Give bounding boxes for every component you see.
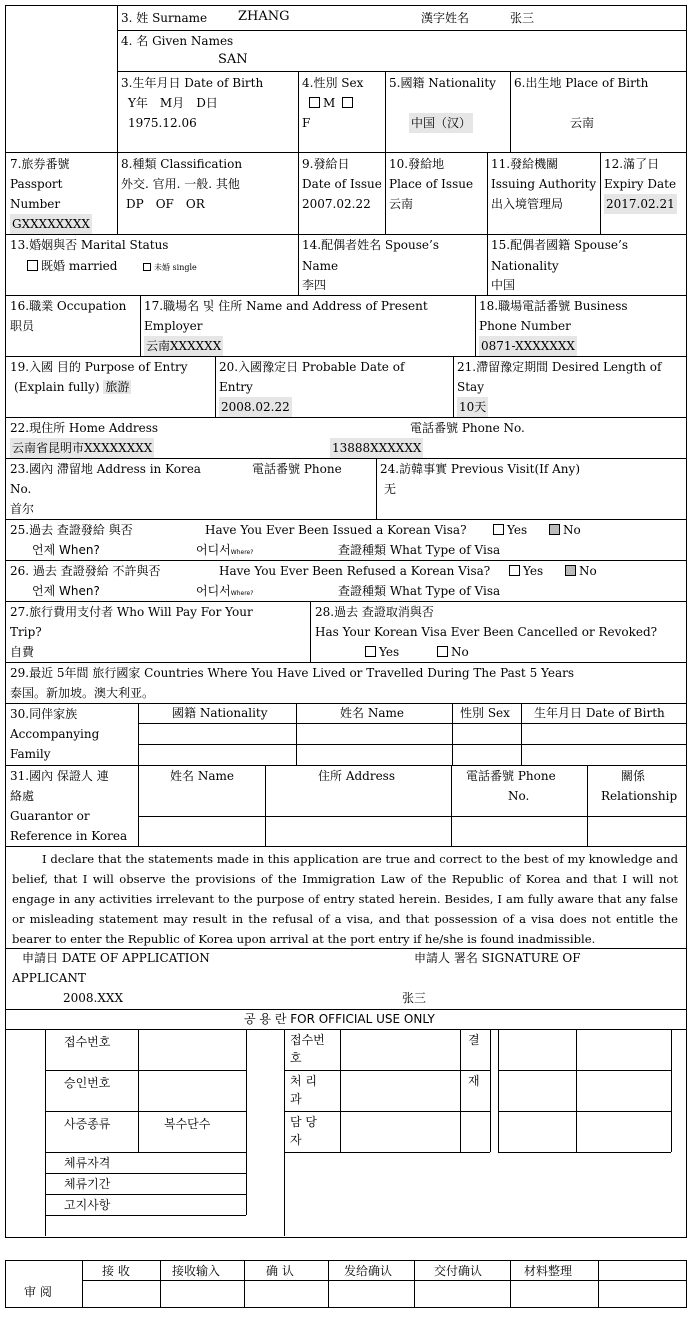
issue-date-label: 9.發給日 — [302, 157, 350, 171]
official-receipt-label-2: 호 — [290, 1051, 302, 1065]
passport-label: 7.旅券番號 — [10, 157, 70, 171]
passport-label-number: Number — [10, 197, 61, 211]
expiry-label: 12.滿了日 — [604, 157, 660, 171]
married-option[interactable]: 既婚 married — [24, 256, 117, 276]
countries-label: 29.最近 5年間 旅行國家 Countries Where You Have Lived or Travelled During The Past 5 Years — [10, 666, 575, 680]
surname-value[interactable]: ZHANG — [238, 9, 290, 24]
korea-address-label: 23.國內 滯留地 Address in Korea — [10, 462, 201, 476]
issue-place-value[interactable]: 云南 — [389, 197, 414, 211]
guarantor-label-en-2: Reference in Korea — [10, 829, 128, 843]
spouse-name-value[interactable]: 李四 — [302, 278, 327, 292]
occupation-label: 16.職業 Occupation — [10, 299, 127, 313]
payer-value[interactable]: 自費 — [10, 645, 35, 659]
dob-format: Y年 M月 D日 — [128, 96, 218, 110]
guarantor-label-en: Guarantor or — [10, 809, 90, 823]
family-col-sex: 性別 Sex — [460, 706, 510, 720]
previous-visit-label: 24.訪韓事實 Previous Visit(If Any) — [380, 462, 580, 476]
review-col-deliver: 交付确认 — [434, 1264, 483, 1278]
entry-date-label: 20.入國豫定日 Probable Date of — [219, 360, 405, 374]
visa-issued-where[interactable]: 어디서Where? — [196, 543, 254, 557]
korea-address-value[interactable]: 首尔 — [10, 502, 35, 516]
visa-refused-where[interactable]: 어디서Where? — [196, 584, 254, 598]
entry-date-value[interactable]: 2008.02.22 — [219, 397, 292, 417]
sex-options: M — [306, 93, 356, 113]
visa-issued-yes[interactable]: Yes — [490, 520, 527, 540]
visa-cancelled-question: Has Your Korean Visa Ever Been Cancelled or Revoked? — [315, 625, 658, 639]
visa-refused-label: 26. 過去 査證發給 不許與否 — [10, 564, 161, 578]
official-approval-char-2: 재 — [468, 1074, 480, 1088]
classification-label: 8.種類 Classification — [121, 157, 243, 171]
visa-issued-type[interactable]: 查證種類 What Type of Visa — [338, 543, 501, 557]
guarantor-col-phone: 電話番號 Phone — [466, 769, 556, 783]
review-col-issue: 发给确认 — [344, 1264, 393, 1278]
official-approval-char-1: 결 — [468, 1033, 480, 1047]
home-address-value[interactable]: 云南省昆明市XXXXXXXX — [10, 438, 154, 458]
issuing-authority-label-en: Issuing Authority — [491, 177, 597, 191]
guarantor-label: 31.國內 保證人 連 — [10, 769, 109, 783]
declaration-text: I declare that the statements made in this application are true and correct to the best of my knowledge and belief, that I will observe the provisions of the Immigration Law of the Republic of Korea and that I will not engage in any activities irrelevant to the purpose of entry stated herein. Besides, I am fully aware that any false or misleading statement may result in the refusal of a visa, and that possession of a visa does not entitle the bearer to enter the Republic of Korea upon arrival at the port entry if he/she is found inadmissible. — [12, 852, 678, 946]
payer-label: 27.旅行費用支付者 Who Will Pay For Your — [10, 605, 253, 619]
nationality-label: 5.國籍 Nationality — [389, 76, 496, 90]
issue-date-value[interactable]: 2007.02.22 — [302, 197, 371, 211]
review-col-confirm: 确 认 — [266, 1264, 294, 1278]
previous-visit-value[interactable]: 无 — [384, 482, 397, 496]
review-col-receive: 接 收 — [102, 1264, 130, 1278]
guarantor-col-name: 姓名 Name — [170, 769, 234, 783]
employer-value[interactable]: 云南XXXXXX — [144, 336, 223, 356]
visa-refused-question: Have You Ever Been Refused a Korean Visa? — [219, 564, 491, 578]
classification-codes: DP OF OR — [126, 197, 205, 211]
expiry-value[interactable]: 2017.02.21 — [604, 194, 677, 214]
payer-label-trip: Trip? — [10, 625, 42, 639]
business-phone-value[interactable]: 0871-XXXXXXX — [479, 336, 577, 356]
birthplace-value[interactable]: 云南 — [570, 116, 595, 130]
review-col-input: 接收输入 — [172, 1264, 221, 1278]
family-label-family: Family — [10, 747, 51, 761]
visa-issued-question: Have You Ever Been Issued a Korean Visa? — [205, 523, 467, 537]
official-receipt-label: 접수번 — [290, 1033, 325, 1047]
guarantor-col-relationship-en: Relationship — [601, 789, 678, 803]
issuing-authority-label: 11.發給機關 — [491, 157, 559, 171]
family-label: 30.同伴家族 — [10, 707, 78, 721]
review-col-materials: 材料整理 — [524, 1264, 573, 1278]
issue-place-label-en: Place of Issue — [389, 177, 474, 191]
purpose-explain: (Explain fully) 旅游 — [14, 380, 130, 394]
employer-label: 17.職場名 및 住所 Name and Address of Present — [144, 299, 428, 313]
korea-phone-label: 電話番號 Phone — [252, 462, 342, 476]
dob-value[interactable]: 1975.12.06 — [128, 116, 197, 130]
visa-cancelled-no[interactable]: No — [434, 642, 469, 662]
visa-refused-yes[interactable]: Yes — [506, 561, 543, 581]
sex-f-label: F — [302, 116, 311, 130]
applicant-label: APPLICANT — [12, 971, 86, 985]
official-period: 체류기간 — [64, 1177, 111, 1191]
single-option[interactable]: 未婚 single — [140, 258, 197, 278]
passport-label-en: Passport — [10, 177, 63, 191]
spouse-nationality-value[interactable]: 中国 — [491, 278, 516, 292]
visa-cancelled-yes[interactable]: Yes — [362, 642, 399, 662]
chinese-name-value[interactable]: 张三 — [510, 11, 535, 25]
family-label-en: Accompanying — [10, 727, 100, 741]
spouse-nationality-label-en: Nationality — [491, 259, 559, 273]
korea-phone-label-no: No. — [10, 482, 32, 496]
entry-date-label-en: Entry — [219, 380, 253, 394]
visa-issued-label: 25.過去 查證發給 與否 — [10, 523, 133, 537]
home-phone-value[interactable]: 13888XXXXXX — [330, 438, 423, 458]
dob-label: 3.生年月日 Date of Birth — [121, 76, 264, 90]
official-approval-no: 승인번호 — [64, 1076, 111, 1090]
stay-length-label-en: Stay — [457, 380, 484, 394]
classification-options[interactable]: 外交. 官用. 一般. 其他 — [121, 177, 240, 191]
family-col-nationality: 國籍 Nationality — [172, 706, 268, 720]
issuing-authority-value[interactable]: 出入境管理局 — [491, 197, 564, 211]
official-visa-type: 사증종류 — [64, 1117, 111, 1131]
application-date-label: 申請日 DATE OF APPLICATION — [22, 951, 210, 965]
expiry-label-en: Expiry Date — [604, 177, 677, 191]
official-status: 체류자격 — [64, 1156, 111, 1170]
home-address-label: 22.現住所 Home Address — [10, 421, 159, 435]
given-names-value[interactable]: SAN — [218, 52, 248, 67]
official-use-title: 공 용 란 FOR OFFICIAL USE ONLY — [244, 1012, 435, 1026]
signature-value[interactable]: 张三 — [402, 991, 427, 1005]
official-visa-type-value: 복수단수 — [164, 1117, 211, 1131]
purpose-label: 19.入國 目的 Purpose of Entry — [10, 360, 188, 374]
passport-number[interactable]: GXXXXXXXX — [10, 214, 92, 234]
application-date-value[interactable]: 2008.XXX — [63, 991, 123, 1005]
review-label: 审 阅 — [24, 1285, 52, 1299]
surname-label: 3. 姓 Surname — [121, 11, 208, 25]
official-officer-label-2: 자 — [290, 1133, 302, 1147]
guarantor-col-relationship: 關係 — [621, 769, 646, 783]
sex-label: 4.性別 Sex — [302, 76, 364, 90]
official-dept-label-2: 과 — [290, 1092, 302, 1106]
visa-issued-when[interactable]: 언제 When? — [32, 543, 100, 557]
guarantor-label-2: 絡處 — [10, 789, 35, 803]
birthplace-label: 6.出生地 Place of Birth — [514, 76, 649, 90]
business-phone-label: 18.職場電話番號 Business — [479, 299, 628, 313]
issue-place-label: 10.發給地 — [389, 157, 445, 171]
family-col-name: 姓名 Name — [340, 706, 404, 720]
visa-cancelled-label: 28.過去 查證取消與否 — [315, 605, 434, 619]
signature-label: 申請人 署名 SIGNATURE OF — [414, 951, 581, 965]
chinese-name-label: 漢字姓名 — [421, 11, 470, 25]
visa-refused-type[interactable]: 查證種類 What Type of Visa — [338, 584, 501, 598]
official-dept-label: 처 리 — [290, 1074, 317, 1088]
visa-refused-no[interactable]: No — [562, 561, 597, 581]
spouse-nationality-label: 15.配偶者國籍 Spouse’s — [491, 238, 628, 252]
official-notice: 고지사항 — [64, 1198, 111, 1212]
nationality-value[interactable]: 中国（汉） — [409, 113, 473, 133]
guarantor-col-phone-no: No. — [508, 789, 530, 803]
official-officer-label: 담 당 — [290, 1115, 317, 1129]
visa-refused-when[interactable]: 언제 When? — [32, 584, 100, 598]
purpose-value[interactable]: 旅游 — [105, 380, 130, 394]
stay-length-label: 21.滯留豫定期間 Desired Length of — [457, 360, 662, 374]
countries-value[interactable]: 泰国。新加坡。澳大利亚。 — [10, 686, 155, 700]
stay-length-value[interactable]: 10天 — [457, 397, 488, 417]
official-receipt-no: 접수번호 — [64, 1035, 111, 1049]
guarantor-col-address: 住所 Address — [318, 769, 395, 783]
sex-f-checkbox[interactable] — [342, 97, 353, 108]
spouse-name-label: 14.配偶者姓名 Spouse’s — [302, 238, 439, 252]
sex-m-checkbox[interactable] — [309, 97, 320, 108]
business-phone-label-en: Phone Number — [479, 319, 571, 333]
given-names-label: 4. 名 Given Names — [121, 34, 234, 48]
employer-label-en: Employer — [144, 319, 203, 333]
visa-issued-no[interactable]: No — [546, 520, 581, 540]
marital-label: 13.婚姻與否 Marital Status — [10, 238, 169, 252]
home-phone-label: 電話番號 Phone No. — [410, 421, 525, 435]
family-col-dob: 生年月日 Date of Birth — [534, 706, 665, 720]
occupation-value[interactable]: 职员 — [10, 319, 35, 333]
issue-date-label-en: Date of Issue — [302, 177, 382, 191]
spouse-name-label-en: Name — [302, 259, 339, 273]
